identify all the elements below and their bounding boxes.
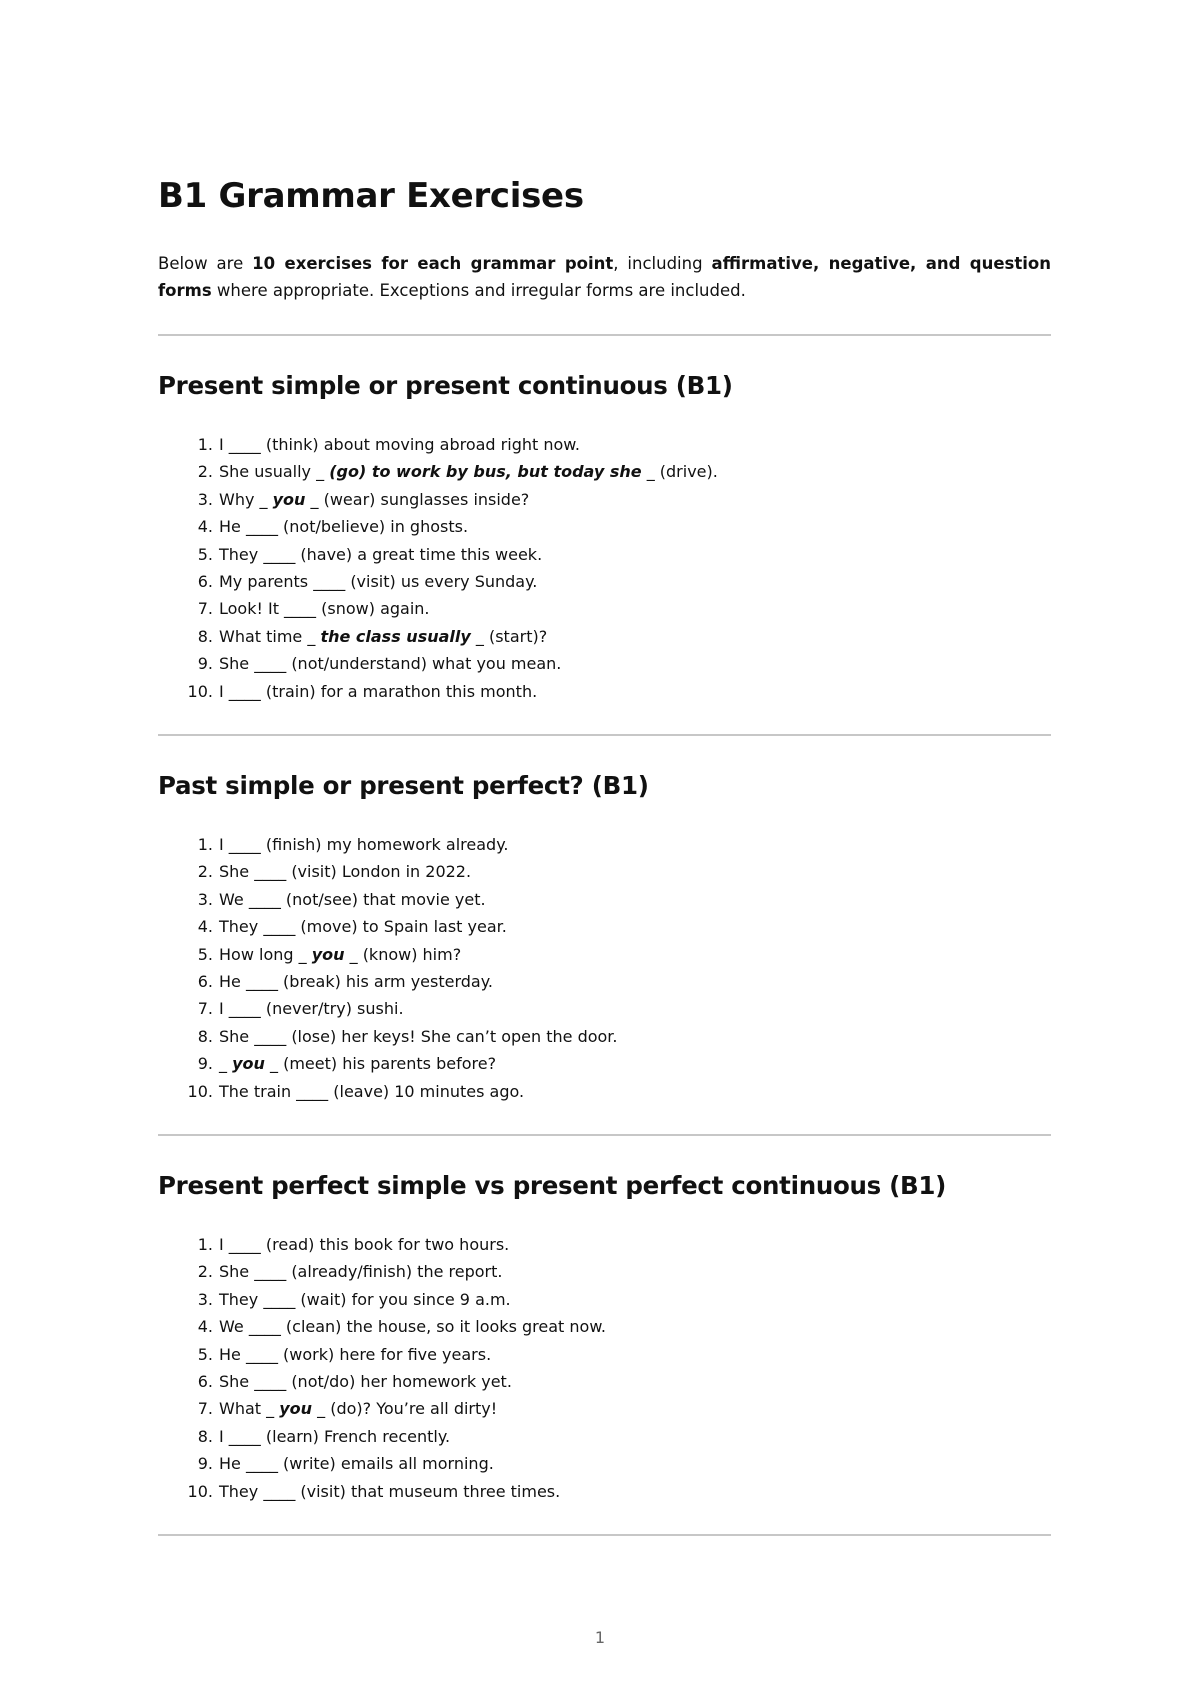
item-text: She ____ (not/do) her homework yet.	[219, 1372, 512, 1392]
exercise-item	[158, 1478, 606, 1505]
item-text: _	[219, 1054, 233, 1074]
exercise-item	[158, 913, 618, 940]
item-text: The train ____ (leave) 10 minutes ago.	[219, 1081, 525, 1101]
section-heading: Past simple or present perfect? (B1)	[158, 771, 649, 800]
section-divider	[158, 334, 1051, 336]
exercise-item	[158, 1258, 606, 1285]
exercise-item	[158, 941, 618, 968]
item-text: _ (start)?	[470, 626, 548, 646]
item-text: They ____ (have) a great time this week.	[219, 544, 543, 564]
item-number: 9.	[197, 1054, 213, 1074]
exercise-item	[158, 886, 618, 913]
item-text: They ____ (wait) for you since 9 a.m.	[219, 1289, 511, 1309]
item-text: She ____ (lose) her keys! She can’t open the door.	[219, 1026, 618, 1046]
item-number: 1.	[197, 435, 213, 454]
item-number: 5.	[197, 944, 213, 964]
item-text: He ____ (work) here for five years.	[219, 1344, 492, 1364]
item-text: She usually _	[219, 462, 330, 482]
item-number: 2.	[197, 462, 213, 482]
item-text: He ____ (write) emails all morning.	[219, 1454, 494, 1474]
item-text: I ____ (never/try) sushi.	[219, 999, 404, 1019]
section-heading: Present simple or present continuous (B1)	[158, 371, 733, 400]
item-emphasis: you	[279, 1399, 313, 1419]
item-number: 5.	[197, 1344, 213, 1364]
item-number: 2.	[197, 1262, 213, 1282]
section-divider	[158, 734, 1051, 736]
exercise-item	[158, 568, 718, 595]
exercise-item	[158, 1395, 606, 1422]
page-number: 1	[594, 1628, 606, 1647]
intro-bold-2: affirmative, negative, and question forms	[158, 254, 1051, 300]
exercise-list	[158, 431, 718, 705]
item-number: 9.	[197, 654, 213, 674]
exercise-item	[158, 1078, 618, 1105]
item-number: 6.	[197, 972, 213, 992]
exercise-item	[158, 541, 718, 568]
item-text: What time _	[219, 626, 321, 646]
exercise-item	[158, 1368, 606, 1395]
item-number: 7.	[197, 1399, 213, 1419]
section-divider	[158, 1534, 1051, 1536]
exercise-item	[158, 831, 618, 858]
exercise-item	[158, 623, 718, 650]
exercise-item	[158, 486, 718, 513]
item-number: 10.	[187, 681, 213, 701]
item-text: They ____ (move) to Spain last year.	[219, 917, 507, 937]
item-text: We ____ (not/see) that movie yet.	[219, 889, 486, 909]
exercise-item	[158, 1050, 618, 1077]
section-heading: Present perfect simple vs present perfect continuous (B1)	[158, 1171, 947, 1200]
intro-paragraph	[158, 250, 1051, 304]
item-text: We ____ (clean) the house, so it looks great now.	[219, 1317, 607, 1337]
item-text: _ (know) him?	[344, 944, 462, 964]
item-emphasis: you	[232, 1054, 265, 1074]
exercise-item	[158, 1450, 606, 1477]
item-number: 10.	[187, 1481, 213, 1501]
item-text: _ (wear) sunglasses inside?	[305, 489, 530, 509]
item-number: 1.	[197, 835, 213, 854]
item-text: My parents ____ (visit) us every Sunday.	[219, 572, 538, 592]
item-number: 4.	[197, 1317, 213, 1337]
item-number: 1.	[197, 1235, 213, 1254]
item-text: She ____ (not/understand) what you mean.	[219, 654, 562, 674]
item-text: She ____ (already/finish) the report.	[219, 1262, 503, 1282]
exercise-item	[158, 1341, 606, 1368]
exercise-item	[158, 513, 718, 540]
item-number: 8.	[197, 626, 213, 646]
item-text: What _	[219, 1399, 280, 1419]
intro-text-1: Below are	[158, 254, 253, 273]
item-text: _ (do)? You’re all dirty!	[312, 1399, 498, 1419]
intro-text-3: where appropriate. Exceptions and irregular forms are included.	[211, 281, 746, 300]
item-text: Look! It ____ (snow) again.	[219, 599, 430, 619]
item-number: 8.	[197, 1026, 213, 1046]
exercise-item	[158, 968, 618, 995]
item-text: She ____ (visit) London in 2022.	[219, 862, 472, 882]
item-number: 2.	[197, 862, 213, 882]
item-number: 3.	[197, 1289, 213, 1309]
item-text: They ____ (visit) that museum three times.	[219, 1481, 561, 1501]
item-emphasis: you	[311, 944, 345, 964]
item-text: I ____ (finish) my homework already.	[219, 835, 509, 854]
item-number: 4.	[197, 917, 213, 937]
section-divider	[158, 1134, 1051, 1136]
exercise-item	[158, 995, 618, 1022]
exercise-item	[158, 431, 718, 458]
intro-bold-1: 10 exercises for each grammar point	[252, 254, 614, 273]
item-number: 7.	[197, 599, 213, 619]
item-emphasis: the class usually	[320, 626, 471, 646]
exercise-item	[158, 1313, 606, 1340]
item-number: 4.	[197, 517, 213, 537]
item-emphasis: you	[272, 489, 306, 509]
exercise-item	[158, 858, 618, 885]
exercise-item	[158, 1286, 606, 1313]
item-number: 6.	[197, 1372, 213, 1392]
item-text: _ (drive).	[641, 462, 718, 482]
item-number: 5.	[197, 544, 213, 564]
exercise-item	[158, 678, 718, 705]
item-text: He ____ (break) his arm yesterday.	[219, 972, 493, 992]
item-number: 8.	[197, 1426, 213, 1446]
item-text: Why _	[219, 489, 273, 509]
item-number: 3.	[197, 489, 213, 509]
exercise-item	[158, 1231, 606, 1258]
exercise-item	[158, 595, 718, 622]
item-text: I ____ (read) this book for two hours.	[219, 1235, 510, 1254]
exercise-item	[158, 458, 718, 485]
item-number: 9.	[197, 1454, 213, 1474]
item-number: 7.	[197, 999, 213, 1019]
exercise-item	[158, 650, 718, 677]
item-text: I ____ (train) for a marathon this month.	[219, 681, 538, 701]
intro-text-2: , including	[613, 254, 712, 273]
item-text: I ____ (learn) French recently.	[219, 1426, 451, 1446]
item-number: 3.	[197, 889, 213, 909]
exercise-list	[158, 1231, 606, 1505]
page-title: B1 Grammar Exercises	[158, 176, 584, 216]
item-text: How long _	[219, 944, 312, 964]
item-number: 10.	[187, 1081, 213, 1101]
item-emphasis: (go) to work by bus, but today she	[329, 462, 642, 482]
item-text: I ____ (think) about moving abroad right now.	[219, 435, 580, 454]
exercise-item	[158, 1423, 606, 1450]
item-number: 6.	[197, 572, 213, 592]
item-text: He ____ (not/believe) in ghosts.	[219, 517, 469, 537]
exercise-list	[158, 831, 618, 1105]
exercise-item	[158, 1023, 618, 1050]
item-text: _ (meet) his parents before?	[264, 1054, 497, 1074]
